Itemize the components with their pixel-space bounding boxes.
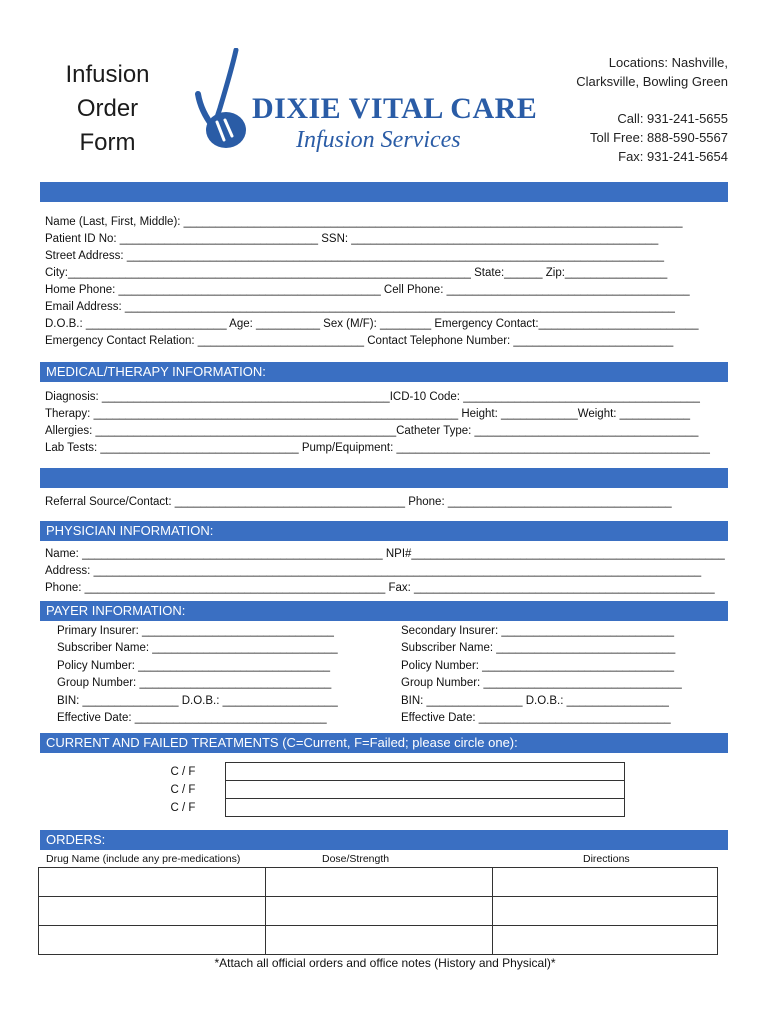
- therapy-field[interactable]: Therapy: _________________________________________________________ Height: ____________Weight: ___________: [45, 408, 691, 420]
- directions-cell[interactable]: [493, 897, 718, 926]
- city-state-zip-field[interactable]: City:_______________________________________________________________ State:______ Zip:________________: [45, 267, 668, 279]
- secondary-insurer-column: [401, 623, 682, 727]
- dose-cell[interactable]: [266, 868, 493, 897]
- contact-block: [576, 53, 728, 166]
- title-line: Form: [79, 129, 136, 156]
- secondary-effective-date-field[interactable]: Effective Date: ______________________________: [401, 712, 671, 725]
- drug-name-cell[interactable]: [39, 897, 266, 926]
- primary-effective-date-field[interactable]: Effective Date: ______________________________: [57, 712, 327, 725]
- secondary-insurer-field[interactable]: Secondary Insurer: ___________________________: [401, 625, 675, 637]
- allergies-field[interactable]: Allergies: _______________________________________________Catheter Type: ___________________________________: [45, 425, 699, 437]
- emergency-relation-field[interactable]: Emergency Contact Relation: __________________________ Contact Telephone Number: _________________________: [45, 335, 674, 347]
- footer-note: *Attach all official orders and office notes (History and Physical)*: [214, 956, 556, 970]
- primary-group-field[interactable]: Group Number: ______________________________: [57, 677, 332, 690]
- patient-fields: [45, 214, 725, 350]
- dob-age-sex-field[interactable]: D.O.B.: ______________________ Age: __________ Sex (M/F): ________ Emergency Contact:_________________________: [45, 318, 699, 330]
- physician-phone-field[interactable]: Phone: _______________________________________________ Fax: _______________________________________________: [45, 582, 715, 594]
- cf-toggle[interactable]: C / F: [141, 799, 226, 817]
- referral-section-bar: [40, 468, 728, 488]
- secondary-group-field[interactable]: Group Number: _______________________________: [401, 677, 682, 690]
- orders-column-dose: Dose/Strength: [322, 853, 390, 865]
- dose-cell[interactable]: [266, 926, 493, 955]
- secondary-subscriber-field[interactable]: Subscriber Name: ____________________________: [401, 642, 676, 655]
- physician-address-field[interactable]: Address: _______________________________________________________________________________________________: [45, 565, 702, 577]
- primary-policy-field[interactable]: Policy Number: ______________________________: [57, 659, 331, 672]
- patient-name-field[interactable]: Name (Last, First, Middle): ______________________________________________________________________________: [45, 216, 683, 228]
- secondary-bin-dob-field[interactable]: BIN: _______________ D.O.B.: ________________: [401, 694, 669, 707]
- orders-column-directions: Directions: [583, 853, 630, 865]
- orders-section-bar: ORDERS:: [40, 830, 728, 850]
- primary-insurer-field[interactable]: Primary Insurer: ______________________________: [57, 625, 334, 637]
- payer-section-bar: PAYER INFORMATION:: [40, 601, 728, 621]
- toll-free-number: Toll Free: 888-590-5567: [589, 130, 728, 145]
- medical-fields: [45, 389, 725, 457]
- table-row: [39, 868, 718, 897]
- primary-bin-dob-field[interactable]: BIN: _______________ D.O.B.: __________________: [57, 694, 338, 707]
- dose-cell[interactable]: [266, 897, 493, 926]
- title-line: Order: [76, 95, 139, 122]
- table-row: [141, 799, 625, 817]
- primary-subscriber-field[interactable]: Subscriber Name: _____________________________: [57, 642, 338, 655]
- check-mark-logo-icon: [192, 48, 252, 160]
- logo-main-text: DIXIE VITAL CARE: [252, 92, 538, 125]
- cf-toggle[interactable]: C / F: [141, 763, 226, 781]
- logo-sub-text: Infusion Services: [296, 127, 461, 153]
- call-number: Call: 931-241-5655: [617, 111, 728, 126]
- treatment-cell[interactable]: [226, 781, 625, 799]
- locations-line: Clarksville, Bowling Green: [576, 74, 728, 89]
- treatment-cell[interactable]: [226, 799, 625, 817]
- form-title: [40, 58, 175, 160]
- table-row: [39, 926, 718, 955]
- orders-column-drug: Drug Name (include any pre-medications): [46, 853, 241, 865]
- cf-toggle[interactable]: C / F: [141, 781, 226, 799]
- physician-fields: [45, 546, 725, 597]
- table-row: [39, 897, 718, 926]
- drug-name-cell[interactable]: [39, 926, 266, 955]
- fax-number: Fax: 931-241-5654: [618, 149, 728, 164]
- medical-section-bar: MEDICAL/THERAPY INFORMATION:: [40, 362, 728, 382]
- table-row: [141, 781, 625, 799]
- physician-section-bar: PHYSICIAN INFORMATION:: [40, 521, 728, 541]
- directions-cell[interactable]: [493, 926, 718, 955]
- patient-section-bar: [40, 182, 728, 202]
- secondary-policy-field[interactable]: Policy Number: ______________________________: [401, 659, 675, 672]
- treatment-cell[interactable]: [226, 763, 625, 781]
- diagnosis-field[interactable]: Diagnosis: _____________________________________________ICD-10 Code: _____________________________________: [45, 391, 700, 403]
- table-row: [141, 763, 625, 781]
- referral-field[interactable]: Referral Source/Contact: ____________________________________ Phone: ___________________________________: [45, 496, 672, 508]
- patient-id-field[interactable]: Patient ID No: _______________________________ SSN: ________________________________________________: [45, 233, 659, 245]
- street-address-field[interactable]: Street Address: ____________________________________________________________________________________: [45, 250, 665, 262]
- primary-insurer-column: [57, 623, 338, 727]
- orders-table: [38, 867, 718, 955]
- email-field[interactable]: Email Address: ______________________________________________________________________________________: [45, 301, 675, 313]
- title-line: Infusion: [65, 61, 150, 88]
- phone-field[interactable]: Home Phone: _________________________________________ Cell Phone: ______________________________________: [45, 284, 690, 296]
- company-logo: [192, 48, 537, 160]
- locations-line: Locations: Nashville,: [608, 55, 728, 70]
- treatments-section-bar: CURRENT AND FAILED TREATMENTS (C=Current, F=Failed; please circle one):: [40, 733, 728, 753]
- physician-name-field[interactable]: Name: _______________________________________________ NPI#_________________________________________________: [45, 548, 725, 560]
- lab-tests-field[interactable]: Lab Tests: _______________________________ Pump/Equipment: _________________________________________________: [45, 442, 710, 454]
- drug-name-cell[interactable]: [39, 868, 266, 897]
- directions-cell[interactable]: [493, 868, 718, 897]
- treatments-table: [141, 762, 625, 817]
